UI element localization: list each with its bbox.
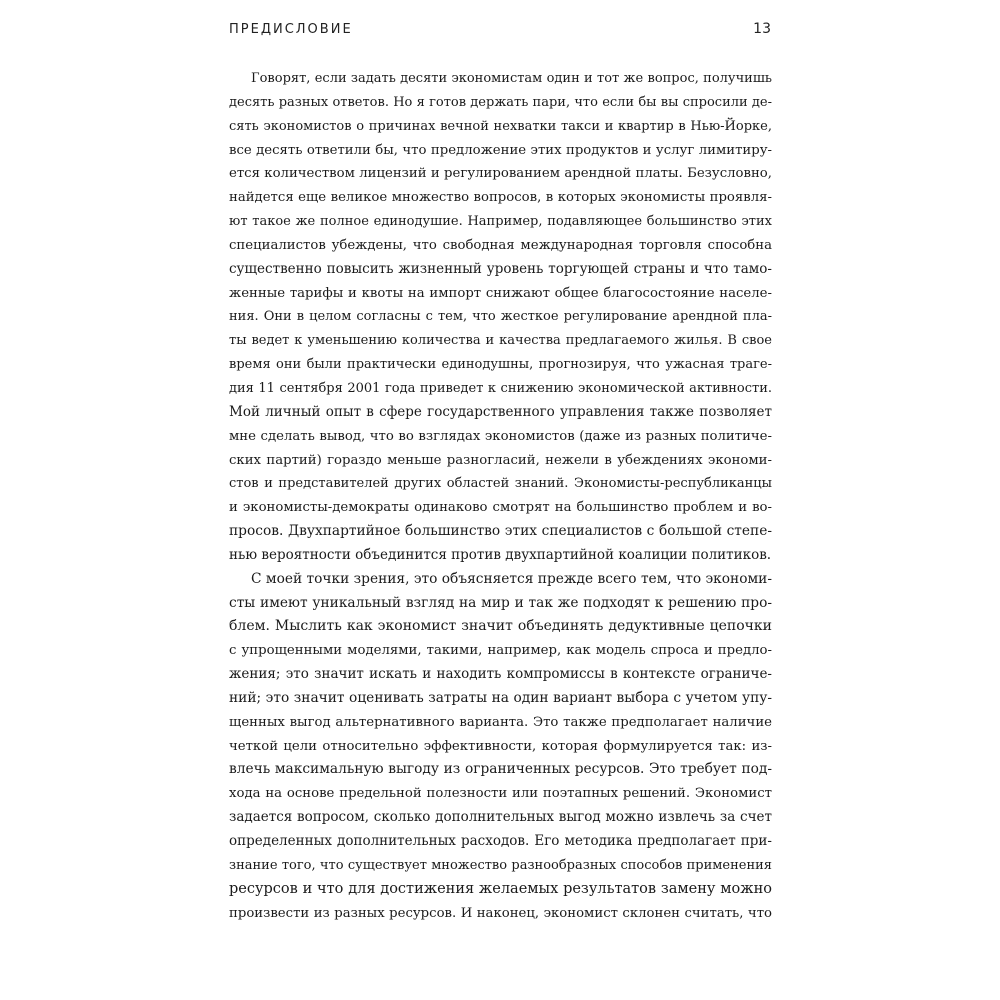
running-head-title: ПРЕДИСЛОВИЕ [229,22,353,37]
text-line: ется количеством лицензий и регулированием арендной платы. Безусловно, [229,166,772,182]
text-line: ресурсов и что для достижения желаемых результатов замену можно [229,880,772,897]
text-line: и экономисты-демократы одинаково смотрят на большинство проблем и во- [229,500,772,516]
text-line: влечь максимальную выгоду из ограниченных ресурсов. Это требует под- [229,761,772,778]
text-line: ты ведет к уменьшению количества и качества предлагаемого жилья. В свое [229,333,772,349]
text-line: блем. Мыслить как экономист значит объединять дедуктивные цепочки [229,618,772,635]
text-line: все десять ответили бы, что предложение этих продуктов и услуг лимитиру- [229,142,772,158]
text-line: нью вероятности объединится против двухпартийной коалиции политиков. [229,546,772,563]
text-line: С моей точки зрения, это объясняется прежде всего тем, что экономи- [251,570,772,587]
text-line: ния. Они в целом согласны с тем, что жесткое регулирование арендной пла- [229,309,772,325]
text-line: Мой личный опыт в сфере государственного управления также позволяет [229,403,772,420]
text-line: знание того, что существует множество разнообразных способов применения [229,857,772,873]
text-line: определенных дополнительных расходов. Его методика предполагает при- [229,833,772,849]
body-text [229,67,772,925]
text-line: четкой цели относительно эффективности, которая формулируется так: из- [229,738,772,754]
text-line: Говорят, если задать десяти экономистам один и тот же вопрос, получишь [251,71,772,86]
text-line: щенных выгод альтернативного варианта. Это также предполагает наличие [229,714,772,730]
text-line: просов. Двухпартийное большинство этих специалистов с большой степе- [229,523,772,540]
text-line: произвести из разных ресурсов. И наконец, экономист склонен считать, что [229,905,772,921]
text-line: задается вопросом, сколько дополнительных выгод можно извлечь за счет [229,809,772,826]
text-line: стов и представителей других областей знаний. Экономисты-республиканцы [229,476,772,492]
page-number: 13 [753,21,771,37]
text-line: время они были практически единодушны, прогнозируя, что ужасная траге- [229,357,772,373]
text-line: найдется еще великое множество вопросов, в которых экономисты проявля- [229,190,772,206]
text-line: специалистов убеждены, что свободная международная торговля способна [229,237,772,253]
text-line: сты имеют уникальный взгляд на мир и так же подходят к решению про- [229,594,772,611]
text-line: хода на основе предельной полезности или поэтапных решений. Экономист [229,786,772,802]
text-line: мне сделать вывод, что во взглядах экономистов (даже из разных политиче- [229,428,772,444]
text-line: с упрощенными моделями, такими, например, как модель спроса и предло- [229,643,772,659]
text-line: десять разных ответов. Но я готов держать пари, что если бы вы спросили де- [229,94,772,110]
text-line: сять экономистов о причинах вечной нехватки такси и квартир в Нью-Йорке, [229,118,772,134]
text-line: ний; это значит оценивать затраты на один вариант выбора с учетом упу- [229,689,772,706]
text-line: существенно повысить жизненный уровень торгующей страны и что тамо- [229,260,772,277]
text-line: женные тарифы и квоты на импорт снижают общее благосостояние населе- [229,285,772,301]
text-line: ских партий) гораздо меньше разногласий, нежели в убеждениях экономи- [229,452,772,468]
text-line: дия 11 сентября 2001 года приведет к снижению экономической активности. [229,380,772,396]
text-line: жения; это значит искать и находить компромиссы в контексте ограниче- [229,666,772,683]
text-line: ют такое же полное единодушие. Например, подавляющее большинство этих [229,214,772,230]
